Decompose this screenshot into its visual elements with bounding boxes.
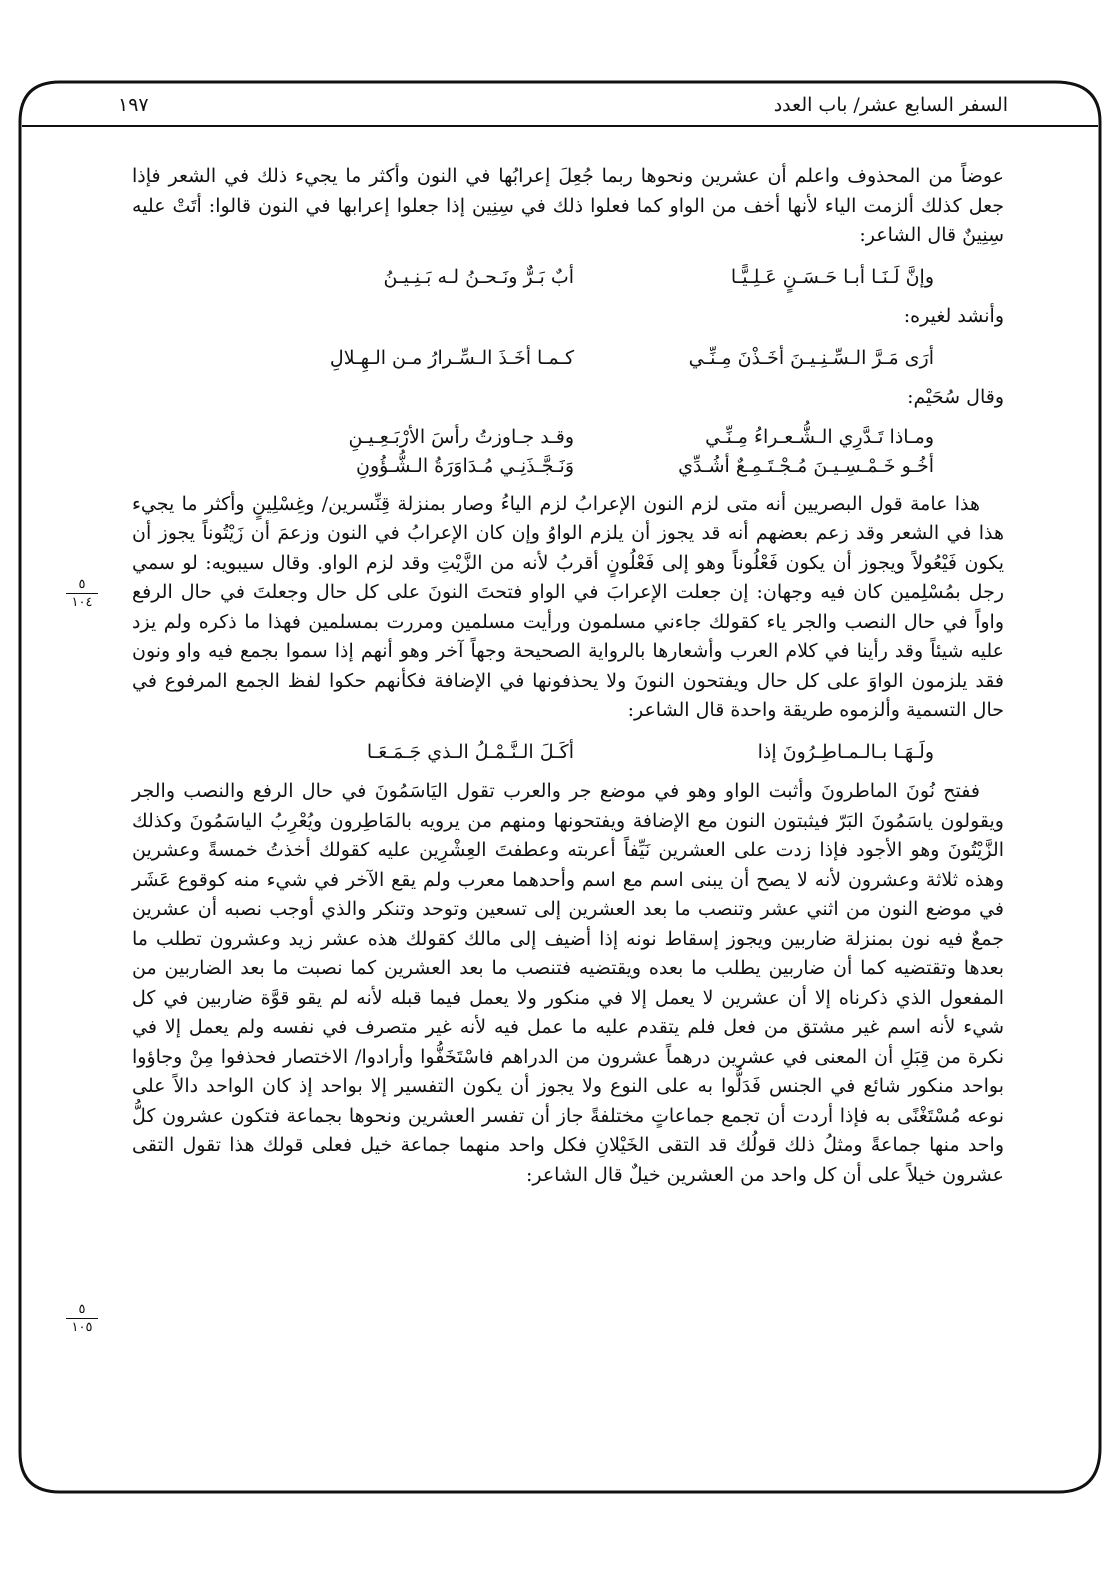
margin-note-rule xyxy=(66,1318,98,1319)
paragraph: ففتح نُونَ الماطرونَ وأثبت الواو وهو في موضع جر والعرب تقول اليَاسَمُونَ في حال الرفع والنصب والجر ويقولون ياسَمُونَ البَرّ فيثبتون النون مع الإضافة ويفتحونها ومنهم من يرويه بالمَاطِرون ويُعْرِبُ الياسَمُونَ وكذلك الزَّيْتُونَ وهو الأجود فإذا زدت على العشرين نَيِّفاً أعربته وعطفتَ العِشْرِين عليه كقولك أخذتُ خمسةً وعشرين وهذه ثلاثة وعشرون لأنه لا يصح أن يبنى اسم مع اسم وأحدهما معرب ولم يقع الآخر في شيء منه كوقوع عَشَر في موضع النون من اثني عشر وتنصب ما بعد العشرين إلى تسعين وتوحد وتنكر والذي أوجب نصبه أن عشرين جمعٌ فيه نون بمنزلة ضاربين ويجوز إسقاط نونه إذا أضيف إلى مالك كقولك هذه عشر زيد وعشرون تطلب ما بعدها وتقتضيه كما أن ضاربين يطلب ما بعده ويقتضيه فتنصب ما بعد العشرين كما نصبت ما بعد الضاربين من المفعول الذي ذكرناه إلا أن عشرين لا يعمل إلا في منكور ولا يعمل فيما قبله لأنه لم يقو قوَّة ضاربين في كل شيء لأنه اسم غير مشتق من فعل فلم يتقدم عليه ما عمل فيه لأنه غير متصرف في نفسه ولم يعمل إلا في نكرة من قِبَلِ أن المعنى في عشرين درهماً عشرون من الدراهم فاسْتَخَفُّوا وأرادوا/ الاختصار فحذفوا مِنْ وجاؤوا بواحد منكور شائع في الجنس فَدَلُّوا به على النوع ولا يجوز أن يكون التفسير إلا بواحد إذ كان الواحد دالاً على نوعه مُسْتَغْنًى به فإذا أردت أن تجمع جماعاتٍ مختلفةً جاز أن تفسر العشرين ونحوها بجماعة فتكون عشرون كلُّ واحد منها جماعةً ومثلُ ذلك قولُك قد التقى الخَيْلانِ فكل واحد منهما جماعة خيل فعلى قولك هذا تقول التقى عشرون خيلاً على أن كل واحد من العشرين خيلٌ قال الشاعر: xyxy=(132,780,1004,1186)
margin-note-104 xyxy=(60,578,104,609)
paragraph: وأنشد لغيره: xyxy=(903,305,1004,327)
paragraph: وقال سُحَيْم: xyxy=(907,386,1004,408)
verse-group xyxy=(132,423,1004,482)
verse-second-hemistich: كـمـا أخَـذَ الـسِّـرارُ مـن الـهِـلالِ xyxy=(329,346,574,369)
margin-note-top: ٥ xyxy=(78,1302,86,1317)
verse-line xyxy=(132,738,1004,768)
header-title: السفر السابع عشر/ باب العدد xyxy=(773,94,1008,116)
verse-line xyxy=(132,344,1004,374)
verse-line xyxy=(132,423,1004,453)
margin-note-105 xyxy=(60,1303,104,1334)
verse-first-hemistich: ومـاذا تَـدَّرِي الـشُّـعـراءُ مِـنِّـي xyxy=(705,425,934,448)
margin-note-bottom: ١٠٥ xyxy=(71,1320,93,1335)
margin-note-bottom: ١٠٤ xyxy=(71,595,93,610)
verse-line xyxy=(132,263,1004,293)
paragraph: هذا عامة قول البصريين أنه متى لزم النون الإعرابُ لزم الياءُ وصار بمنزلة قِنِّسرين/ وغِسْلِينٍ وأكثر ما يجيء هذا في الشعر وقد زعم بعضهم أنه قد يجوز أن يلزم الواوُ وإن كان الإعرابُ في النون وزعمَ أن زَيْتُوناً يجوز أن يكون فَيْعُولاً ويجوز أن يكون فَعْلُوناً وهو إلى فَعْلُونٍ أقربُ لأنه من الزَّيْتِ وقد لزم الواو. وقال سيبويه: لو سمي رجل بمُسْلِمين كان فيه وجهان: إن جعلت الإعرابَ في الواو فتحتَ النونَ على كل حال وجعلتَ في حال الرفع واواً في حال النصب والجر ياء كقولك جاءني مسلمون ورأيت مسلمين ومررت بمسلمين فهذا ما ذكره ولم يزد عليه شيئاً وقد رأينا في كلام العرب وأشعارها بالرواية الصحيحة وجهاً آخر وهو أنهم إذا سموا بجمع فيه واو ونون فقد يلزمون الواوَ على كل حال ويفتحون النونَ ولا يحذفونها في الإضافة فكأنهم حكوا لفظ الجمع المرفوع في حال التسمية وألزموه طريقة واحدة قال الشاعر: xyxy=(132,492,1004,721)
page-number: ١٩٧ xyxy=(118,94,149,116)
margin-note-rule xyxy=(66,593,98,594)
running-header xyxy=(118,94,1008,122)
verse-first-hemistich: أخُـو خَـمْـسِـيـنَ مُـجْـتَـمِـعٌ أشُـدِّي xyxy=(678,455,934,477)
verse-first-hemistich: أرَى مَـرَّ الـسِّـنِـيـنَ أخَـذْنَ مِـنِّـي xyxy=(688,346,934,369)
verse-line xyxy=(132,452,1004,482)
verse-first-hemistich: وإنَّ لَـنَـا أبـا حَـسَـنٍ عَـلِـيًّـا xyxy=(730,265,934,288)
verse-second-hemistich: وَنَـجَّـذَنِـي مُـدَاوَرَةُ الـشُّـؤُونِ xyxy=(356,455,574,477)
verse-second-hemistich: أكَـلَ الـنَّـمْـلُ الـذي جَـمَـعَـا xyxy=(366,740,574,763)
paragraph: عوضاً من المحذوف واعلم أن عشرين ونحوها ربما جُعِلَ إعرابُها في النون وأكثر ما يجيء ذلك في الشعر فإذا جعل كذلك ألزمت الياء لأنها أخف من الواو كما فعلوا ذلك في سِنِين إذا جعلوا إعرابها في النون قالوا: أتَتْ عليه سِنِينٌ قال الشاعر: xyxy=(132,165,1004,246)
margin-note-top: ٥ xyxy=(78,577,86,592)
verse-first-hemistich: ولَـهَـا بـالـمـاطِـرُونَ إذا xyxy=(757,740,934,763)
verse-second-hemistich: أبٌ بَـرٌّ ونَـحـنُ لـه بَـنِـيـنُ xyxy=(383,265,574,288)
verse-second-hemistich: وقـد جـاوزتُ رأسَ الأرْبَـعِـيـنِ xyxy=(348,425,574,448)
main-text xyxy=(132,162,1004,1190)
